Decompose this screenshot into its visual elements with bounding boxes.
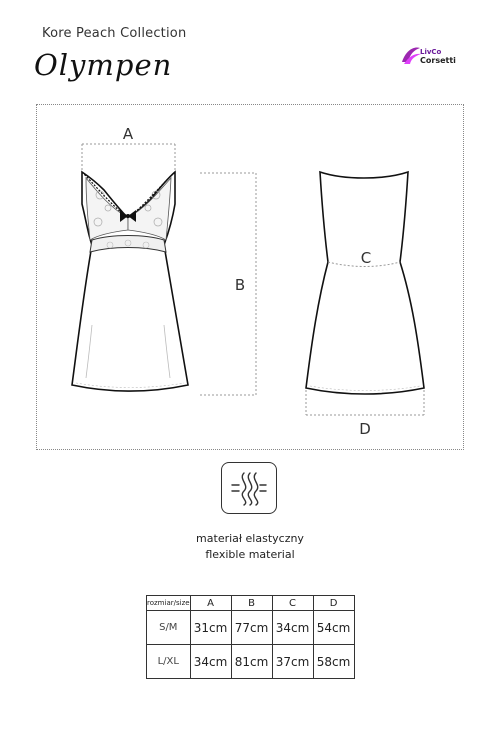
model-name: Olympen <box>34 48 173 82</box>
label-c: C <box>360 249 372 267</box>
table-cell: 37cm <box>272 645 313 679</box>
column-header-c: C <box>272 596 313 611</box>
collection-title: Kore Peach Collection <box>42 26 187 41</box>
size-table-header <box>147 596 355 611</box>
material-label-pl: materiał elastyczny <box>196 532 304 545</box>
table-cell: 58cm <box>313 645 354 679</box>
material-label-en: flexible material <box>205 548 295 561</box>
label-b: B <box>234 276 246 294</box>
size-table <box>146 595 355 679</box>
table-cell: 77cm <box>231 611 272 645</box>
size-label: L/XL <box>147 645 191 679</box>
column-header-d: D <box>313 596 354 611</box>
table-row <box>147 645 355 679</box>
label-d: D <box>359 420 371 438</box>
brand-name-bottom: Corsetti <box>420 56 456 65</box>
stretch-fabric-icon <box>221 462 277 514</box>
table-cell: 31cm <box>190 611 231 645</box>
table-cell: 34cm <box>190 645 231 679</box>
back-garment <box>306 172 424 438</box>
size-label: S/M <box>147 611 191 645</box>
table-cell: 34cm <box>272 611 313 645</box>
table-cell: 81cm <box>231 645 272 679</box>
table-cell: 54cm <box>313 611 354 645</box>
size-header-label: rozmiar/size <box>147 596 191 611</box>
front-garment <box>72 125 256 395</box>
column-header-b: B <box>231 596 272 611</box>
brand-name-top: LivCo <box>420 48 442 56</box>
table-row <box>147 611 355 645</box>
column-header-a: A <box>190 596 231 611</box>
label-a: A <box>122 125 134 143</box>
